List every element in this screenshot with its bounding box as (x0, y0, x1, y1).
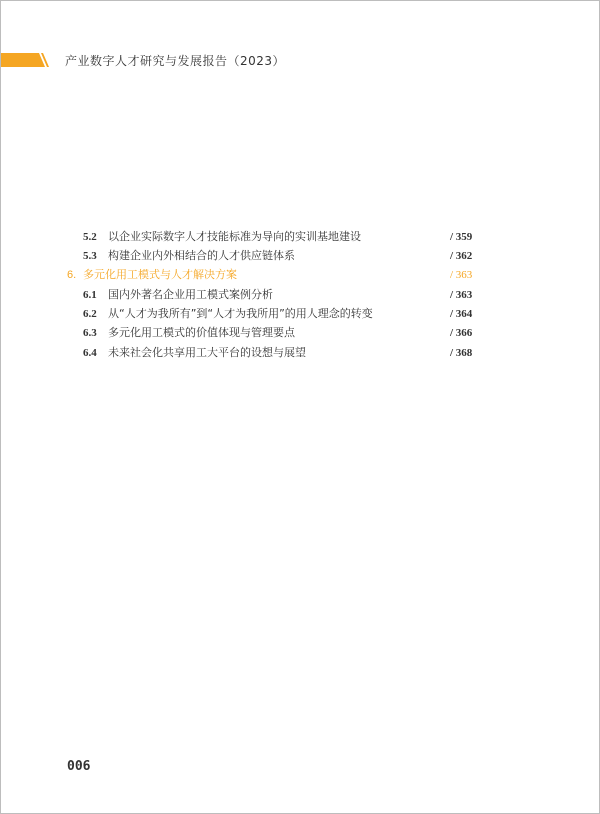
toc-entry-title: 未来社会化共享用工大平台的设想与展望 (108, 346, 306, 359)
toc-entry-title: 多元化用工模式的价值体现与管理要点 (108, 326, 295, 339)
toc-entry-number: 5.3 (83, 250, 97, 262)
toc-entry[interactable] (1, 228, 600, 246)
toc-entry-title: 构建企业内外相结合的人才供应链体系 (108, 249, 295, 262)
toc-entry-number: 6.1 (83, 289, 97, 301)
toc-entry[interactable] (1, 247, 600, 265)
toc-chapter-number: 6. (67, 269, 77, 281)
toc-entry-page: / 368 (450, 347, 473, 359)
toc-entry-number: 6.4 (83, 347, 97, 359)
toc-entry[interactable] (1, 286, 600, 304)
toc-entry[interactable] (1, 344, 600, 362)
toc-chapter-page: / 363 (450, 269, 473, 281)
toc-entry-number: 6.2 (83, 308, 97, 320)
toc-chapter-entry[interactable] (1, 266, 600, 284)
toc-entry-title: 国内外著名企业用工模式案例分析 (108, 288, 273, 301)
toc-entry-page: / 364 (450, 308, 473, 320)
toc-entry-title: 从“人才为我所有”到“人才为我所用”的用人理念的转变 (108, 307, 373, 320)
page-number: 006 (67, 759, 91, 774)
header-accent-bar (1, 53, 49, 67)
toc-entry-page: / 362 (450, 250, 473, 262)
toc-entry[interactable] (1, 305, 600, 323)
running-header-title: 产业数字人才研究与发展报告（2023） (65, 54, 286, 68)
toc-entry[interactable] (1, 324, 600, 342)
toc-entry-number: 5.2 (83, 231, 97, 243)
toc-entry-page: / 363 (450, 289, 473, 301)
toc-entry-page: / 366 (450, 327, 473, 339)
toc-chapter-title: 多元化用工模式与人才解决方案 (83, 268, 237, 281)
toc-entry-page: / 359 (450, 231, 473, 243)
toc-entry-title: 以企业实际数字人才技能标准为导向的实训基地建设 (108, 230, 361, 243)
toc-entry-number: 6.3 (83, 327, 97, 339)
